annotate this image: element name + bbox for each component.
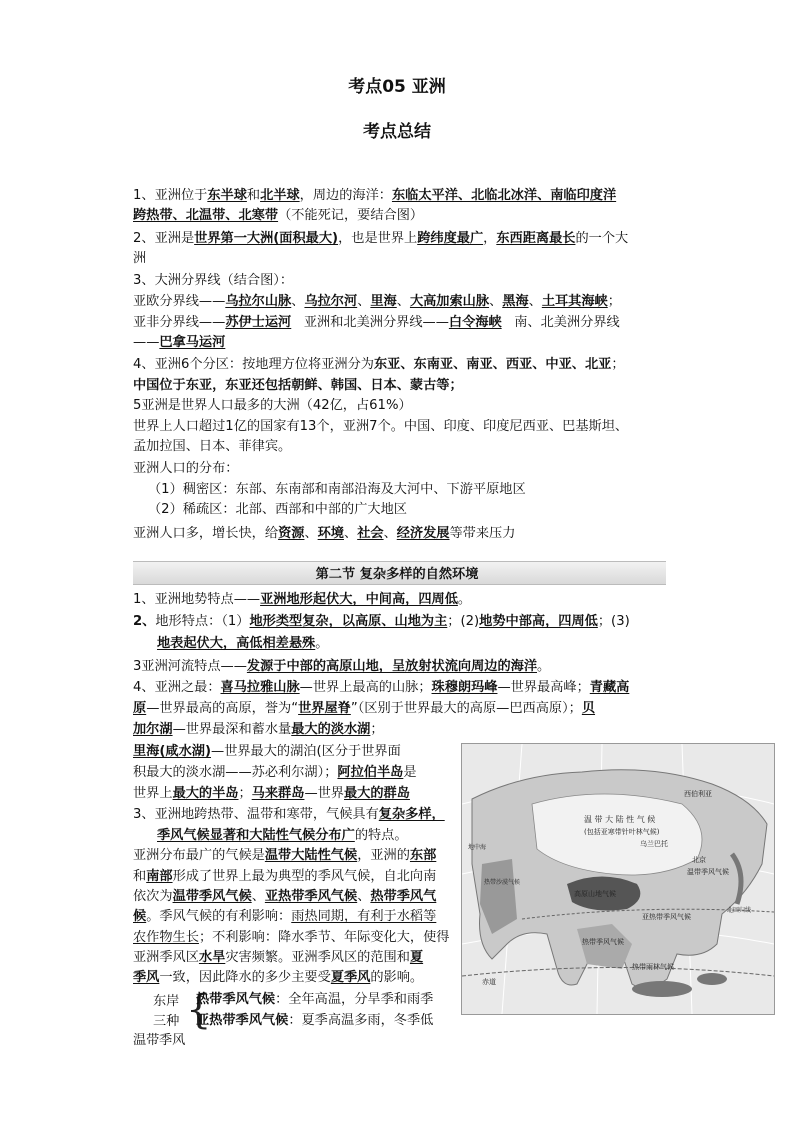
text: 。 — [537, 659, 551, 674]
keyword: 黑海 — [502, 294, 529, 309]
s2-line-8 — [133, 742, 401, 761]
keyword: 阿拉伯半岛 — [337, 765, 404, 780]
keyword: 东西距离最长 — [496, 231, 576, 246]
text: 、 — [383, 526, 397, 541]
text: 、 — [344, 526, 358, 541]
text: 亚洲分布最广的气候是 — [133, 848, 265, 863]
s2-line-4 — [133, 657, 550, 676]
text: ； — [238, 786, 252, 801]
text: 。季风气候的有利影响： — [146, 909, 292, 924]
keyword: 地表起伏大，高低相差悬殊 — [157, 636, 316, 651]
text: ；(3) — [597, 614, 630, 629]
keyword: 苏伊士运河 — [225, 315, 292, 330]
keyword: 跨纬度最广 — [417, 231, 484, 246]
line-13: 孟加拉国、日本、菲律宾。 — [133, 439, 292, 454]
keyword: 里海(咸水湖) — [133, 744, 211, 759]
line-8 — [133, 333, 225, 352]
text: 2、亚洲是 — [133, 231, 195, 246]
text: 。 — [315, 636, 329, 651]
text: 4、亚洲6个分区：按地理方位将亚洲分为 — [133, 357, 374, 372]
text: —世界上最高的山脉； — [299, 680, 432, 695]
line-16: （2）稀疏区：北部、西部和中部的广大地区 — [148, 502, 407, 517]
line-2 — [133, 206, 423, 225]
line-3 — [133, 229, 628, 248]
s2-line-18 — [133, 948, 423, 967]
keyword: 喜马拉雅山脉 — [220, 680, 300, 695]
climate-type-1 — [196, 990, 433, 1009]
text: 、 — [489, 294, 503, 309]
text: 1、亚洲地势特点—— — [133, 592, 261, 607]
keyword: 地势中部高，四周低 — [479, 614, 598, 629]
text: —世界最高的高原，誉为“ — [146, 701, 299, 716]
map-label-climate1: 温 带 大 陆 性 气 候 — [584, 815, 656, 824]
text: 、 — [304, 526, 318, 541]
text: ， — [483, 231, 497, 246]
text: 是 — [403, 765, 417, 780]
keyword: 热带季风气 — [370, 889, 437, 904]
section-title: 第二节 复杂多样的自然环境 — [315, 567, 479, 582]
s2-line-11 — [133, 805, 445, 824]
s2-line-7 — [133, 720, 384, 739]
text: 和 — [133, 869, 147, 884]
text: ；(2) — [447, 614, 480, 629]
s2-line-13 — [133, 846, 436, 865]
text: 亚洲和北美洲分界线—— — [291, 315, 449, 330]
map-label-west: 地中海 — [468, 844, 487, 851]
s2-line-10 — [133, 784, 410, 803]
keyword: 珠穆朗玛峰 — [431, 680, 498, 695]
text: 2、 — [133, 614, 156, 629]
text: 4、亚洲之最： — [133, 680, 221, 695]
text: 依次为 — [133, 889, 173, 904]
map-label-equator: 赤道 — [482, 978, 496, 986]
asia-climate-map — [461, 743, 775, 1015]
text: 亚欧分界线—— — [133, 294, 226, 309]
text: 亚洲季风区 — [133, 950, 199, 965]
keyword: 最大的淡水湖 — [291, 722, 371, 737]
text: —世界最大的湖泊(区分于世界面 — [211, 744, 401, 759]
s2-line-2 — [133, 612, 630, 631]
line-5: 3、大洲分界线（结合图）： — [133, 273, 294, 288]
keyword: 青藏高 — [589, 680, 630, 695]
keyword: 社会 — [357, 526, 384, 541]
text: —世界最高峰； — [497, 680, 590, 695]
s2-line-14 — [133, 867, 436, 886]
text: 亚非分界线—— — [133, 315, 226, 330]
text: 积最大的淡水湖——苏必利尔湖）； — [133, 765, 338, 780]
text: 灾害频繁。亚洲季风区的范围和 — [225, 950, 410, 965]
class-label-4: 季风 — [159, 1033, 186, 1048]
keyword: 夏季风 — [330, 970, 371, 985]
map-label-rain: 热带雨林气候 — [632, 963, 674, 971]
line-14: 亚洲人口的分布： — [133, 461, 239, 476]
keyword: 加尔湖 — [133, 722, 173, 737]
keyword: 土耳其海峡 — [541, 294, 608, 309]
s2-line-3 — [157, 634, 328, 653]
keyword: 大高加索山脉 — [409, 294, 490, 309]
text: ：全年高温，分旱季和雨季 — [275, 992, 434, 1007]
keyword: 南部 — [146, 869, 173, 884]
keyword: 世界第一大洲(面积最大) — [194, 231, 339, 246]
map-label-subtrop: 亚热带季风气候 — [642, 913, 691, 921]
text: 一致，因此降水的多少主要受 — [159, 970, 331, 985]
map-label-temp: 温带季风气候 — [687, 868, 729, 876]
text: ，也是世界上 — [338, 231, 418, 246]
line-4: 洲 — [133, 251, 147, 266]
line-1 — [133, 186, 616, 205]
s2-line-16 — [133, 907, 436, 926]
brace-icon: { — [186, 987, 212, 1033]
text: ，周边的海洋： — [299, 188, 392, 203]
keyword: 乌拉尔河 — [304, 294, 358, 309]
text: 地形特点：（1） — [155, 614, 250, 629]
s2-line-19 — [133, 968, 423, 987]
keyword: 里海 — [370, 294, 397, 309]
text: ； — [370, 722, 384, 737]
keyword: 贝 — [581, 701, 596, 716]
text: 南、北美洲分界线 — [501, 315, 620, 330]
map-label-desert: 热带沙漠气候 — [484, 879, 521, 886]
map-label-monsoon: 热带季风气候 — [582, 938, 624, 946]
s2-line-9 — [133, 763, 417, 782]
keyword: 北半球 — [260, 188, 300, 203]
text: 1、亚洲位于 — [133, 188, 208, 203]
keyword: 最大的半岛 — [172, 786, 239, 801]
keyword: 东亚、东南亚、南亚、西亚、中亚、北亚 — [373, 357, 612, 372]
text: ；不利影响：降水季节、年际变化大，使得 — [198, 930, 450, 945]
text: 3、亚洲地跨热带、温带和寒带，气候具有 — [133, 807, 379, 822]
map-label-city: 乌兰巴托 — [640, 840, 668, 848]
keyword: 东部 — [409, 848, 437, 863]
text: 、 — [396, 294, 410, 309]
climate-type-2 — [196, 1011, 433, 1030]
map-graphic — [462, 744, 774, 1014]
keyword: 资源 — [278, 526, 305, 541]
keyword: 东半球 — [207, 188, 247, 203]
keyword: 温带大陆性气候 — [264, 848, 358, 863]
line-11: 5亚洲是世界人口最多的大洲（42亿，占61%） — [133, 398, 412, 413]
keyword: 环境 — [317, 526, 344, 541]
text: ，亚洲的 — [357, 848, 410, 863]
text: 、 — [291, 294, 305, 309]
text: —世界 — [304, 786, 344, 801]
keyword: 原 — [133, 701, 147, 716]
class-label-1: 东岸 — [153, 994, 180, 1009]
keyword: 复杂多样， — [378, 807, 445, 822]
map-label-tibet: 高原山地气候 — [574, 890, 616, 898]
keyword: 世界屋脊 — [298, 701, 351, 716]
class-label-2: 三种 — [153, 1014, 180, 1029]
line-9 — [133, 355, 625, 374]
keyword: 亚热带季风气候 — [196, 1013, 289, 1028]
text: 亚洲人口多，增长快，给 — [133, 526, 279, 541]
keyword: 季风 — [133, 970, 160, 985]
text: —— — [133, 335, 160, 350]
keyword: 季风气候显著和大陆性气候分布广 — [157, 828, 355, 843]
text: （不能死记，要结合图） — [278, 208, 424, 223]
keyword: 巴拿马运河 — [159, 335, 226, 350]
keyword: 最大的群岛 — [344, 786, 410, 801]
keyword: 马来群岛 — [251, 786, 305, 801]
keyword: 夏 — [409, 950, 424, 965]
line-10: 中国位于东亚，东亚还包括朝鲜、韩国、日本、蒙古等； — [133, 378, 463, 393]
line-7 — [133, 313, 620, 332]
class-label-3: 温带 — [133, 1033, 160, 1048]
map-label-climate2: (包括亚寒带针叶林气候) — [584, 828, 660, 836]
page-title: 考点05 亚洲 — [348, 77, 446, 97]
keyword: 温带季风气候 — [172, 889, 252, 904]
text: —世界最深和蓄水量 — [172, 722, 292, 737]
keyword: 经济发展 — [396, 526, 450, 541]
keyword: 白令海峡 — [448, 315, 502, 330]
text: 世界上 — [133, 786, 173, 801]
keyword: 雨热同期，有利于水稻等 — [291, 909, 437, 924]
keyword: 热带季风气候 — [196, 992, 276, 1007]
keyword: 跨热带、北温带、北寒带 — [133, 208, 279, 223]
text: 、 — [357, 889, 371, 904]
s2-line-17 — [133, 928, 450, 947]
line-17 — [133, 524, 515, 543]
line-12: 世界上人口超过1亿的国家有13个，亚洲7个。中国、印度、印度尼西亚、巴基斯坦、 — [133, 419, 629, 434]
s2-line-15 — [133, 887, 436, 906]
keyword: 地形类型复杂，以高原、山地为主 — [249, 614, 448, 629]
text: ：夏季高温多雨，冬季低 — [288, 1013, 434, 1028]
text: 、 — [251, 889, 265, 904]
text: 的一个大 — [575, 231, 629, 246]
map-label-top: 西伯利亚 — [684, 790, 712, 798]
text: 。 — [457, 592, 472, 607]
text: 、 — [528, 294, 542, 309]
text: 和 — [246, 188, 261, 203]
keyword: 乌拉尔山脉 — [225, 294, 292, 309]
s2-line-12 — [157, 826, 408, 845]
s2-line-5 — [133, 678, 629, 697]
keyword: 农作物生长 — [133, 930, 199, 945]
map-label-tropic: 北回归线 — [727, 907, 752, 914]
keyword: 候 — [133, 909, 147, 924]
keyword: 亚热带季风气候 — [264, 889, 358, 904]
keyword: 发源于中部的高原山地，呈放射状流向周边的海洋 — [246, 659, 538, 674]
text: 等带来压力 — [449, 526, 516, 541]
text: 、 — [357, 294, 371, 309]
map-label-beijing: 北京 — [692, 856, 706, 864]
text: ”（区别于世界最大的高原—巴西高原）； — [350, 701, 582, 716]
line-6 — [133, 292, 621, 311]
keyword: 水旱 — [198, 950, 226, 965]
text: ； — [611, 357, 625, 372]
s2-line-6 — [133, 699, 595, 718]
page-subtitle: 考点总结 — [363, 122, 431, 142]
text: 的特点。 — [354, 828, 408, 843]
keyword: 亚洲地形起伏大，中间高，四周低 — [260, 592, 458, 607]
s2-line-1 — [133, 590, 471, 609]
text: ； — [607, 294, 621, 309]
line-15: （1）稠密区：东部、东南部和南部沿海及大河中、下游平原地区 — [148, 482, 526, 497]
keyword: 东临太平洋、北临北冰洋、南临印度洋 — [391, 188, 617, 203]
text: 形成了世界上最为典型的季风气候，自北向南 — [172, 869, 437, 884]
text: 3亚洲河流特点—— — [133, 659, 247, 674]
text: 的影响。 — [370, 970, 424, 985]
